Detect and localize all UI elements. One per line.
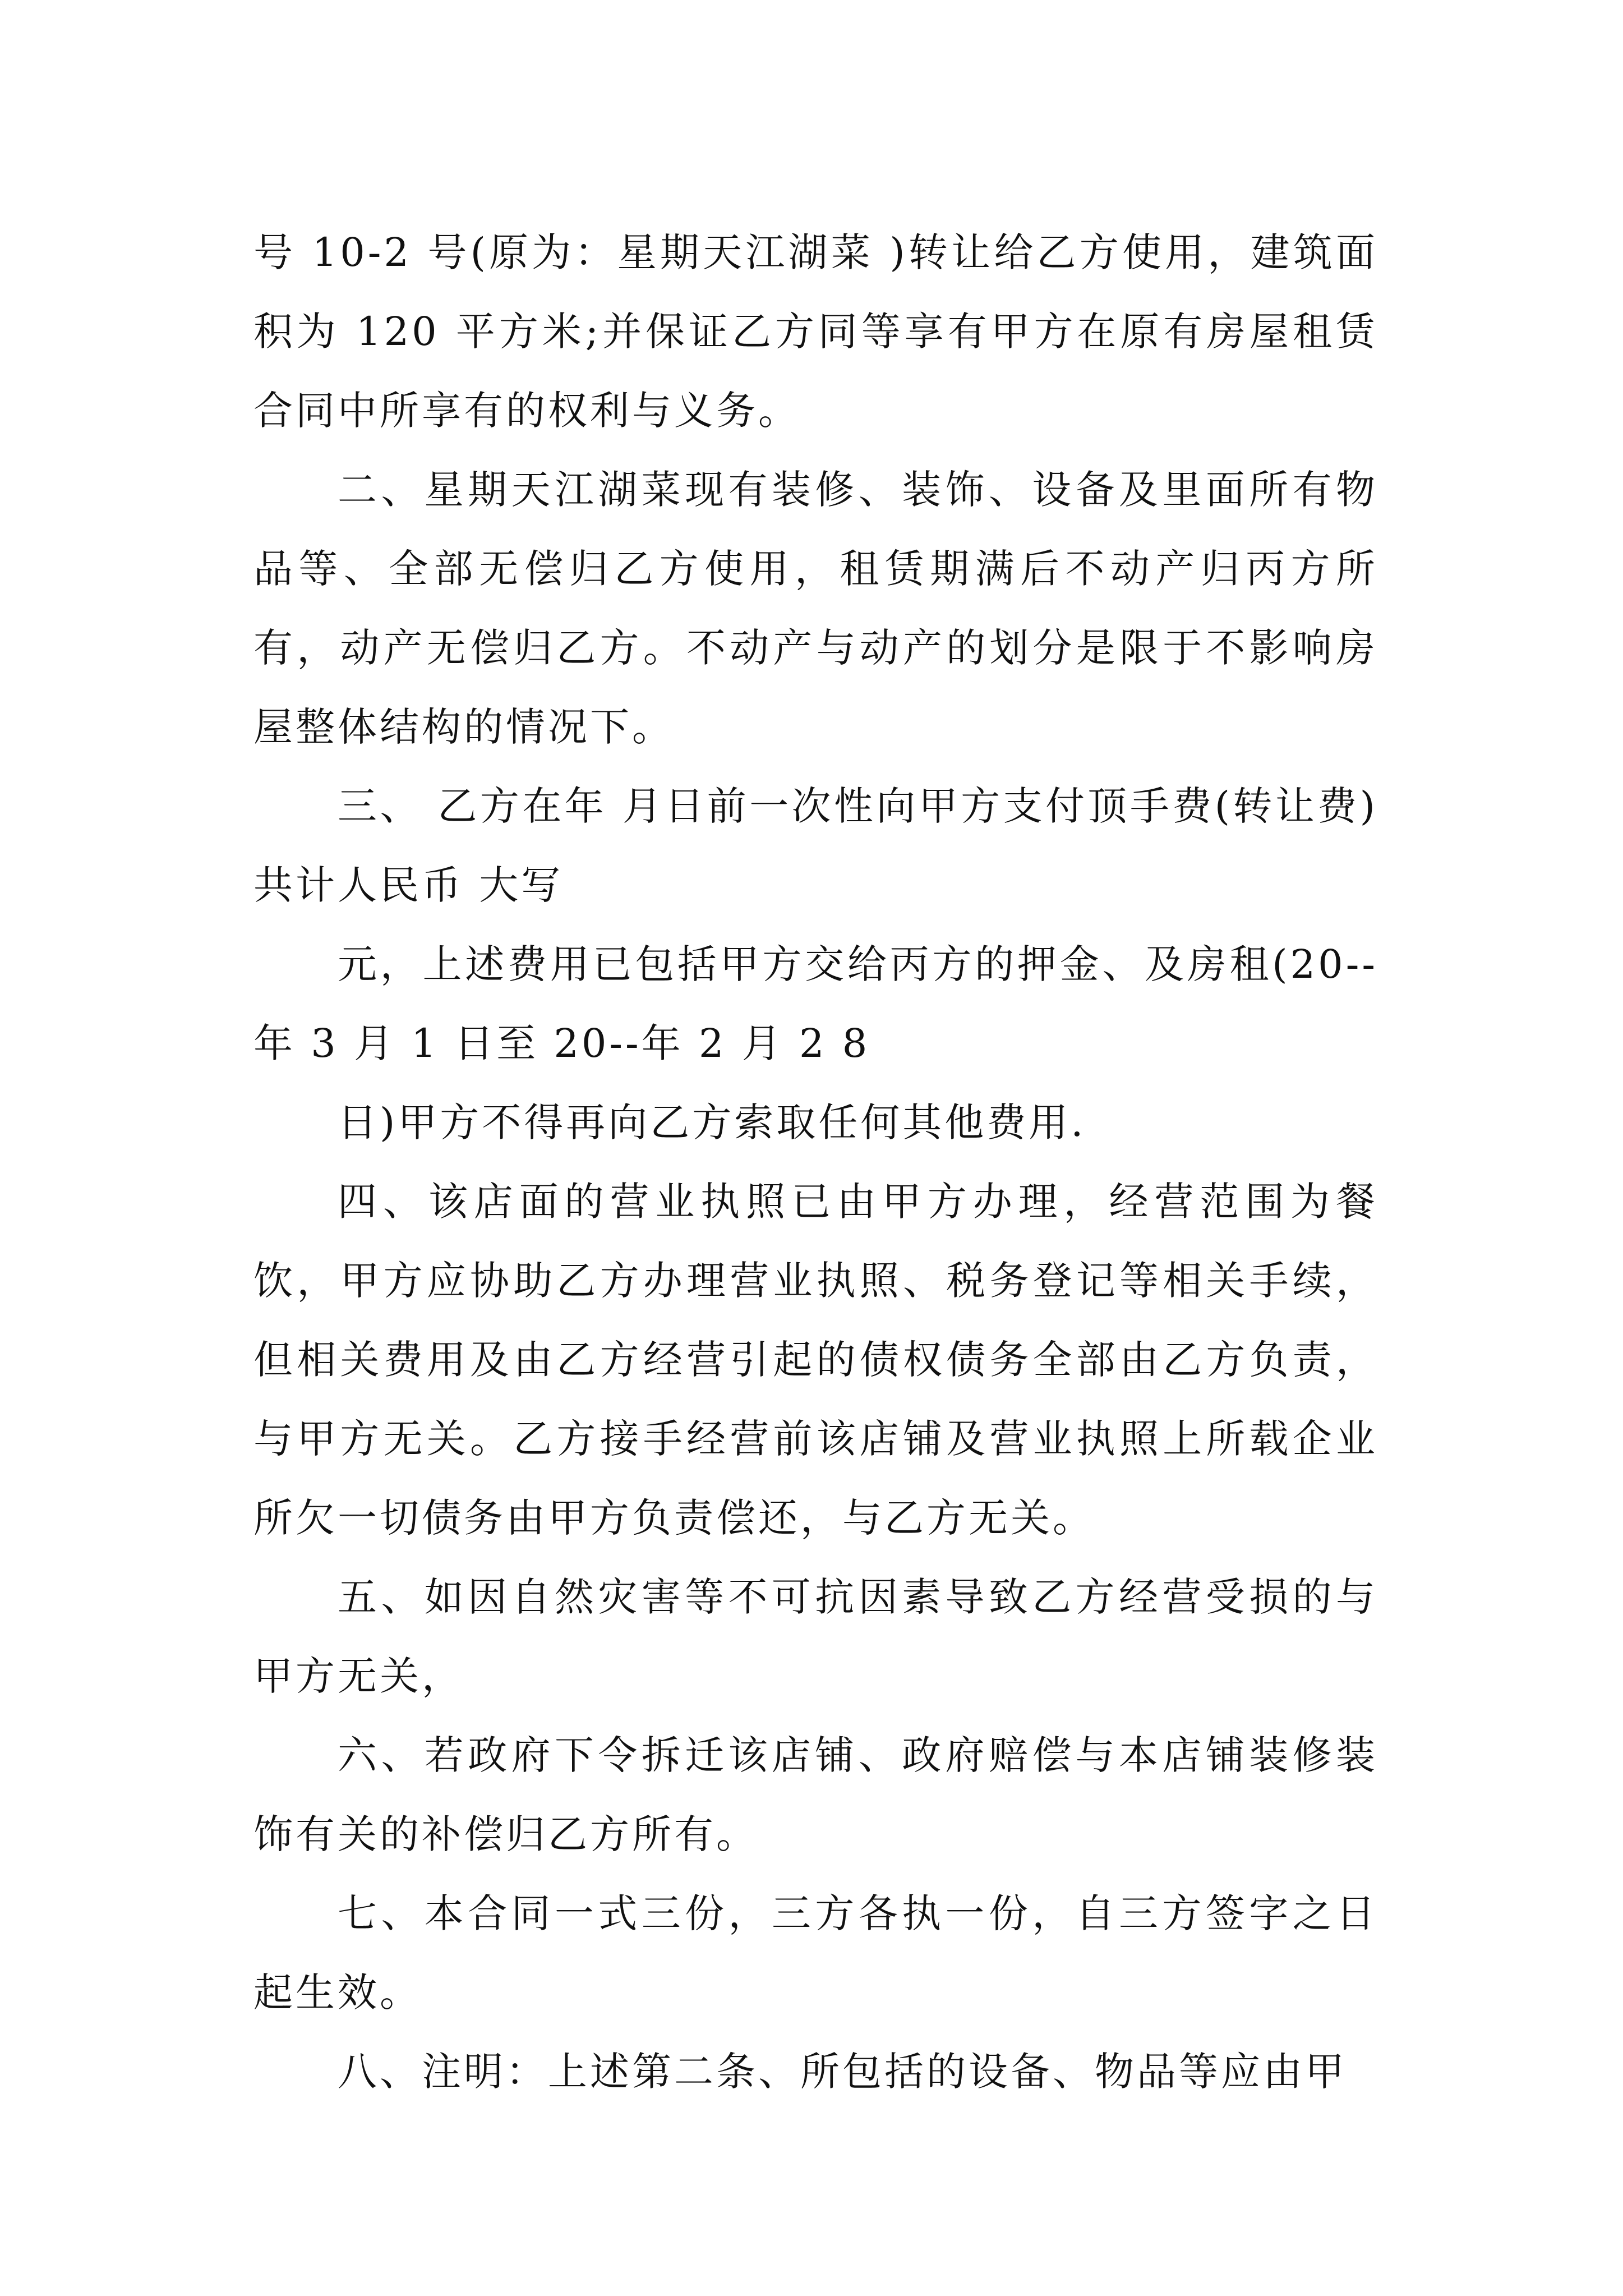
paragraph-4-fee-detail: 元，上述费用已包括甲方交给丙方的押金、及房租(20--年 3 月 1 日至 20--年 2 月 2 8 [253, 941, 1378, 1066]
paragraph-5-fee-detail: 日)甲方不得再向乙方索取任何其他费用. [338, 1099, 1086, 1145]
contract-body [253, 213, 1378, 2111]
paragraph-3-clause-three: 三、 乙方在年 月日前一次性向甲方支付顶手费(转让费)共计人民币 大写 [253, 783, 1378, 908]
paragraph-2-clause-two: 二、星期天江湖菜现有装修、装饰、设备及里面所有物品等、全部无偿归乙方使用，租赁期满后不动产归丙方所有，动产无偿归乙方。不动产与动产的划分是限于不影响房屋整体结构的情况下。 [253, 467, 1378, 750]
paragraph-9-clause-seven: 七、本合同一式三份，三方各执一份，自三方签字之日起生效。 [253, 1890, 1378, 2016]
paragraph-7-clause-five: 五、如因自然灾害等不可抗因素导致乙方经营受损的与甲方无关， [253, 1574, 1378, 1699]
paragraph-10-clause-eight: 八、注明：上述第二条、所包括的设备、物品等应由甲 [338, 2049, 1347, 2095]
paragraph-6-clause-four: 四、该店面的营业执照已由甲方办理，经营范围为餐饮，甲方应协助乙方办理营业执照、税务登记等相关手续，但相关费用及由乙方经营引起的债权债务全部由乙方负责，与甲方无关。乙方接手经营前该店铺及营业执照上所载企业所欠一切债务由甲方负责偿还，与乙方无关。 [253, 1179, 1378, 1541]
paragraph-8-clause-six: 六、若政府下令拆迁该店铺、政府赔偿与本店铺装修装饰有关的补偿归乙方所有。 [253, 1732, 1378, 1857]
paragraph-1: 号 10-2 号(原为：星期天江湖菜 )转让给乙方使用，建筑面积为 120 平方米;并保证乙方同等享有甲方在原有房屋租赁合同中所享有的权利与义务。 [253, 229, 1378, 434]
